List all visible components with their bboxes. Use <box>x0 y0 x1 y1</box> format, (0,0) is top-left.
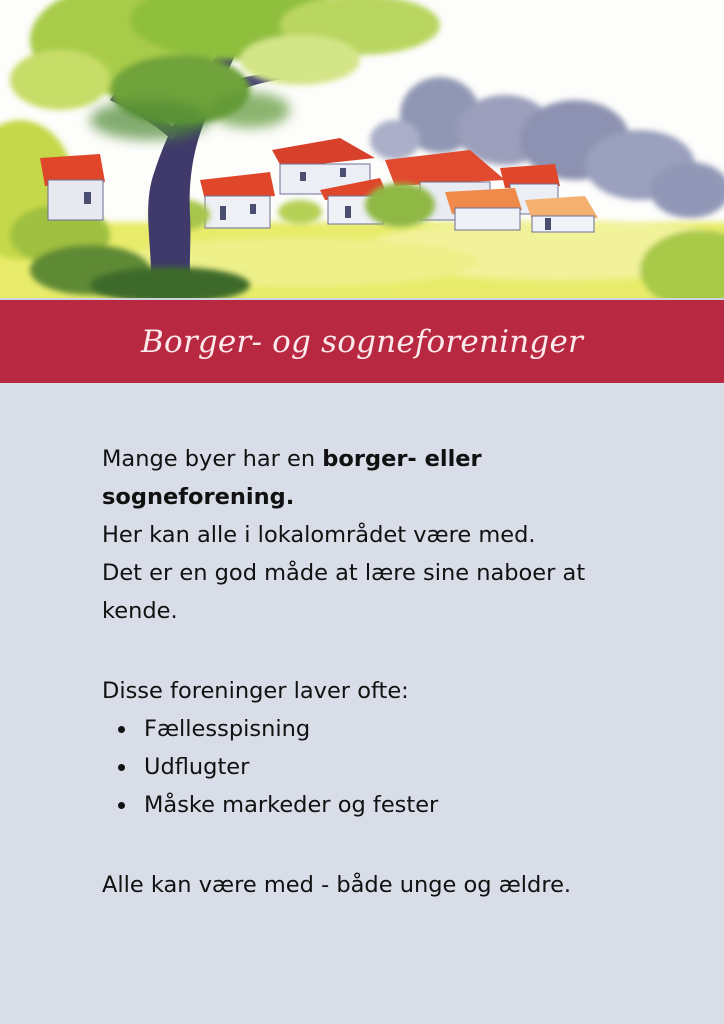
list-item-label: Måske markeder og fester <box>144 792 439 818</box>
title-banner <box>0 300 724 383</box>
bullet-icon <box>118 802 125 809</box>
main-text <box>102 440 642 904</box>
list-item <box>102 748 642 786</box>
page-title: Borger- og sogneforeninger <box>140 323 584 360</box>
bullet-icon <box>118 726 125 733</box>
closing-paragraph: Alle kan være med - både unge og ældre. <box>102 872 572 898</box>
intro-paragraph <box>102 440 642 516</box>
village-scene-image <box>0 0 724 300</box>
village-watercolor-illustration <box>0 0 724 300</box>
intro-text: Mange byer har en <box>102 446 323 472</box>
spacer <box>102 630 642 672</box>
spacer <box>102 824 642 866</box>
activity-list <box>102 710 642 824</box>
list-intro: Disse foreninger laver ofte: <box>102 678 409 704</box>
intro-bold-text: borger- eller sogneforening. <box>102 446 482 510</box>
list-item <box>102 786 642 824</box>
paragraph-line: Det er en god måde at lære sine naboer at kende. <box>102 560 586 624</box>
paragraph-line: Her kan alle i lokalområdet være med. <box>102 522 536 548</box>
list-item-label: Fællesspisning <box>144 716 311 742</box>
list-item <box>102 710 642 748</box>
bullet-icon <box>118 764 125 771</box>
list-item-label: Udflugter <box>144 754 250 780</box>
